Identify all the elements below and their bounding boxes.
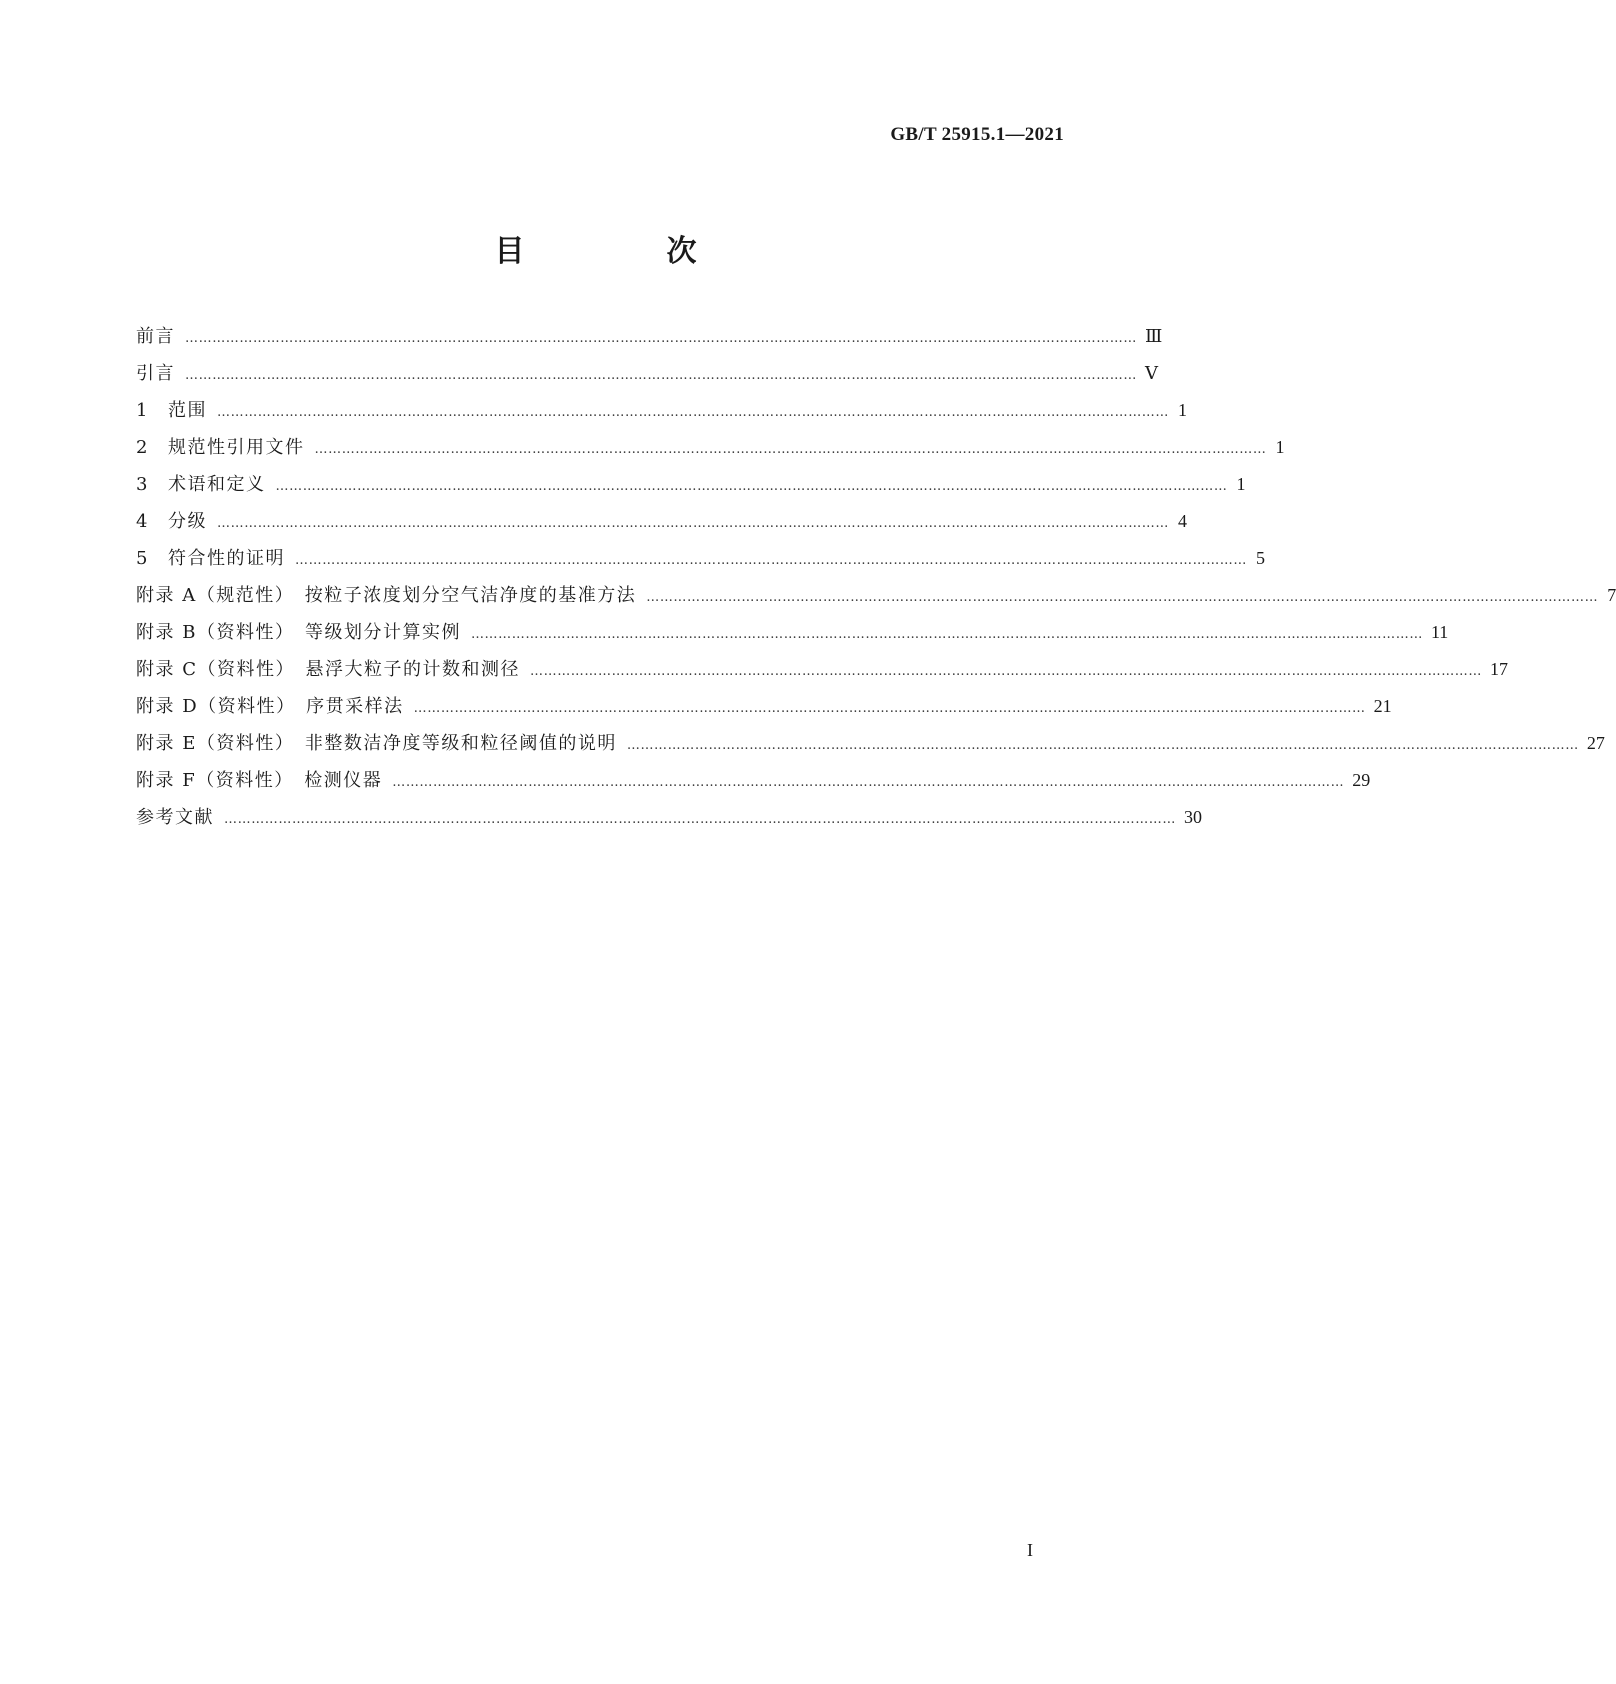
toc-entry-page: 30 [1184,807,1202,827]
toc-entry-label [136,803,214,829]
toc-leader-dots: ………………………………………………………………………………………………………………………………………………………………………………………… [275,479,1228,494]
toc-leader-dots: ………………………………………………………………………………………………………………………………………………………………………………………… [470,627,1423,642]
toc-entry-label [136,396,207,422]
toc-entry-page: 11 [1430,622,1449,642]
toc-leader-dots: ………………………………………………………………………………………………………………………………………………………………………………………… [217,405,1169,420]
toc-leader-dots: ………………………………………………………………………………………………………………………………………………………………………………………… [413,701,1366,716]
toc-entry-label [136,544,285,570]
toc-entry-title: 分级 [168,511,207,532]
toc-entry-title: 规范性引用文件 [168,437,305,458]
toc-entry-label [136,581,636,607]
toc-leader-dots: ………………………………………………………………………………………………………………………………………………………………………………………… [217,516,1169,531]
toc-entry-label [136,433,305,459]
toc-entry-title: 前言 [136,326,175,347]
toc-entry-label [136,692,404,718]
toc-leader-dots: ………………………………………………………………………………………………………………………………………………………………………………………… [295,553,1247,568]
standard-code: GB/T 25915.1—2021 [890,124,1064,145]
toc-entry-page: 1 [1236,474,1246,494]
toc-leader-dots: ………………………………………………………………………………………………………………………………………………………………………………………… [626,738,1579,753]
toc-entry-label [136,766,382,792]
toc-entry-title: 附录 D（资料性） 序贯采样法 [136,696,404,717]
toc-entry-page: Ⅴ [1145,363,1158,383]
toc-leader-dots: ………………………………………………………………………………………………………………………………………………………………………………………… [392,775,1345,790]
toc-entry-annex-a[interactable] [136,581,1616,618]
toc-leader-dots: ………………………………………………………………………………………………………………………………………………………………………………………… [646,590,1599,605]
toc-entry-page: 5 [1256,548,1265,568]
toc-entry-annex-c[interactable] [136,655,1508,692]
toc-entry-label [136,322,175,348]
toc-entry-label [136,359,175,385]
toc-entry-4[interactable] [136,507,1187,544]
toc-entry-title: 附录 B（资料性） 等级划分计算实例 [136,622,461,643]
toc-leader-dots: ………………………………………………………………………………………………………………………………………………………………………………………… [314,442,1267,457]
toc-leader-dots: ………………………………………………………………………………………………………………………………………………………………………………………… [530,664,1482,679]
page-title: 目 次 [494,234,753,269]
toc-entry-number: 2 [136,437,148,458]
toc-entry-title: 附录 C（资料性） 悬浮大粒子的计数和测径 [136,659,520,680]
toc-entry-title: 附录 E（资料性） 非整数洁净度等级和粒径阈值的说明 [136,733,617,754]
toc-entry-number: 5 [136,548,148,569]
toc-entry-page: 21 [1373,696,1392,716]
toc-entry-3[interactable] [136,470,1246,507]
toc-entry-number: 1 [136,400,148,421]
toc-entry-title: 引言 [136,363,175,384]
toc-entry-annex-d[interactable] [136,692,1392,729]
toc-entry-title: 术语和定义 [168,474,266,495]
toc-entry-bibliography[interactable] [136,803,1202,840]
toc-entry-annex-e[interactable] [136,729,1605,766]
toc-entry-foreword[interactable] [136,322,1163,359]
toc-entry-2[interactable] [136,433,1285,470]
toc-entry-label [136,729,617,755]
toc-entry-5[interactable] [136,544,1265,581]
toc-entry-annex-f[interactable] [136,766,1371,803]
toc-entry-label [136,507,207,533]
toc-entry-title: 范围 [168,400,207,421]
toc-entry-title: 符合性的证明 [168,548,285,569]
toc-entry-1[interactable] [136,396,1187,433]
page-number: I [1027,1540,1033,1560]
toc-entry-label [136,618,461,644]
toc-entry-title: 附录 F（资料性） 检测仪器 [136,770,383,791]
toc-entry-page: 7 [1607,585,1616,605]
toc-entry-page: 1 [1178,400,1187,420]
toc-entry-title: 参考文献 [136,807,214,828]
toc-entry-annex-b[interactable] [136,618,1449,655]
toc-entry-page: 4 [1178,511,1187,531]
toc-leader-dots: ………………………………………………………………………………………………………………………………………………………………………………………… [185,368,1137,383]
toc-entry-page: 1 [1275,437,1285,457]
table-of-contents [136,322,1616,840]
toc-entry-title: 附录 A（规范性） 按粒子浓度划分空气洁净度的基准方法 [136,585,637,606]
toc-leader-dots: ………………………………………………………………………………………………………………………………………………………………………………………… [185,331,1137,346]
toc-entry-page: 29 [1352,770,1371,790]
toc-entry-number: 3 [136,474,148,495]
toc-entry-page: 17 [1490,659,1508,679]
toc-entry-label [136,470,266,496]
toc-entry-introduction[interactable] [136,359,1158,396]
toc-entry-number: 4 [136,511,148,532]
toc-leader-dots: ………………………………………………………………………………………………………………………………………………………………………………………… [224,812,1176,827]
toc-entry-page: 27 [1586,733,1605,753]
toc-entry-label [136,655,520,681]
toc-entry-page: Ⅲ [1145,326,1163,346]
